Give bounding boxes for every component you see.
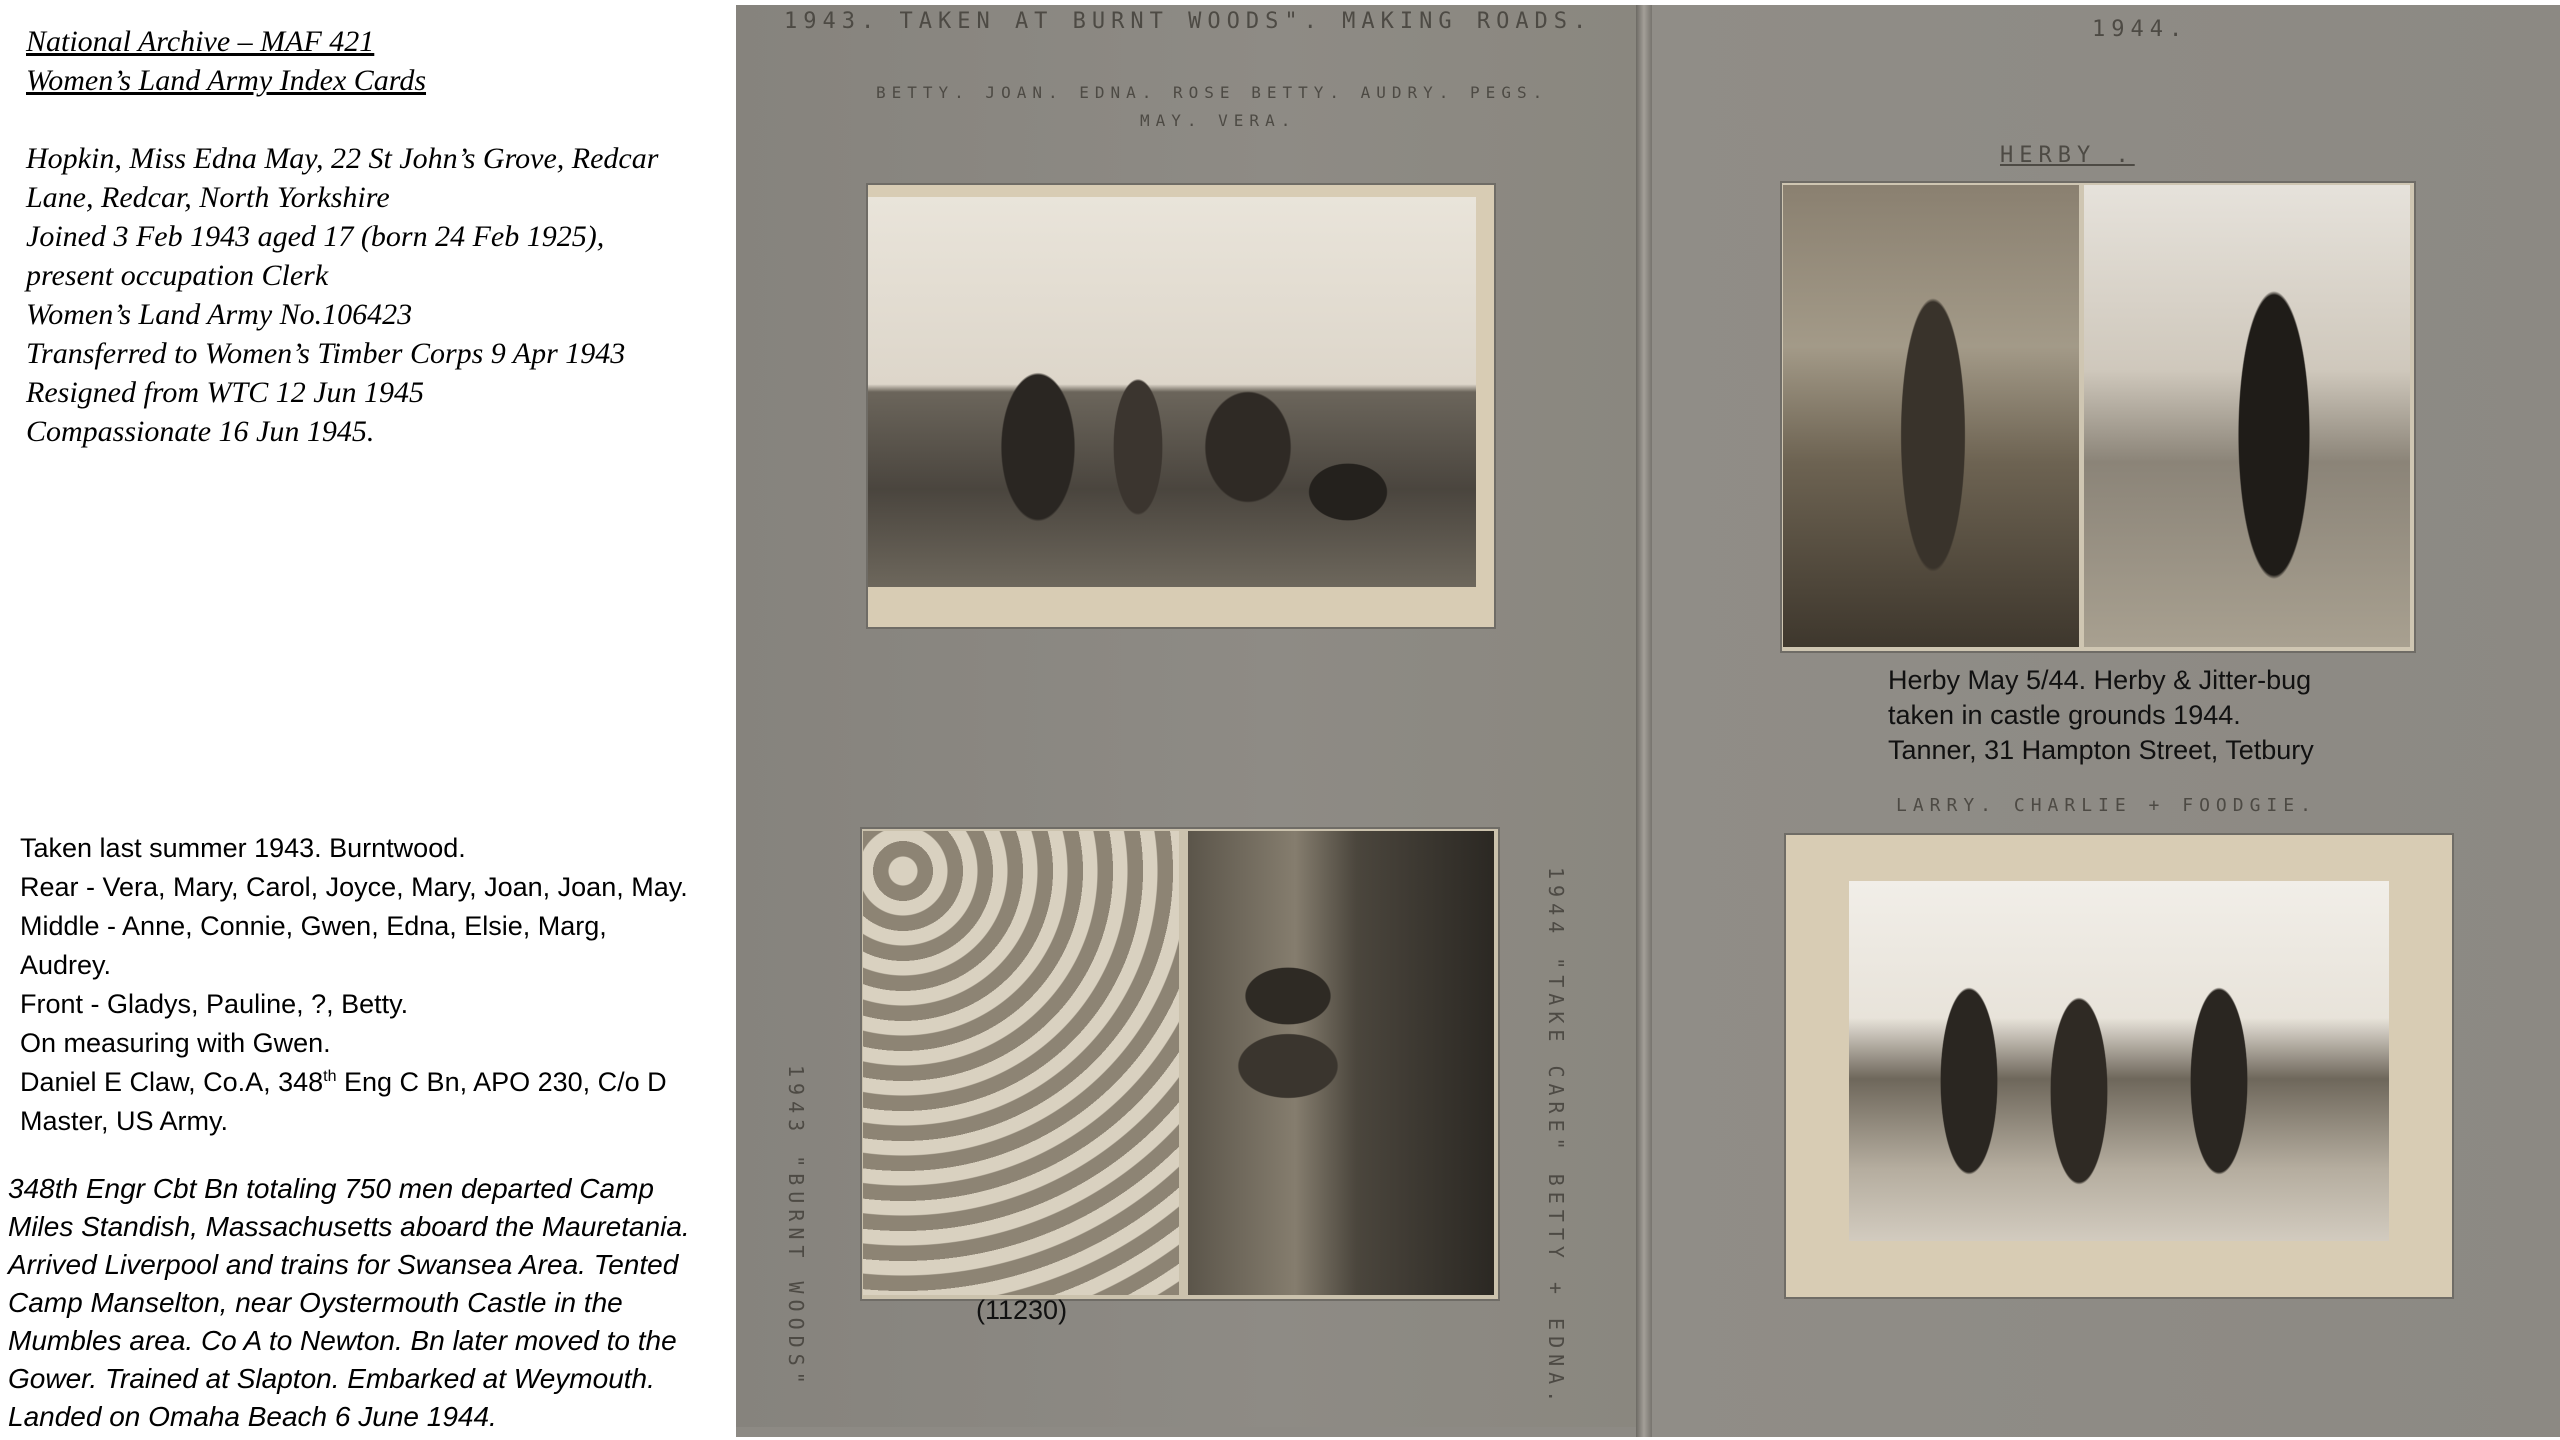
photo-album [736,5,2560,1437]
photo-reference: (11230) [976,1295,1068,1325]
handwriting-year-1944: 1944. [2092,17,2189,42]
archive-line: present occupation Clerk [26,259,329,292]
archive-line: Transferred to Women’s Timber Corps 9 Apr 1943 [26,337,626,370]
caption-address-line [20,1063,720,1102]
photo-burnt-woods [868,197,1476,587]
archive-line: Compassionate 16 Jun 1945. [26,415,375,448]
caption-line: Front - Gladys, Pauline, ?, Betty. [20,989,409,1019]
archive-heading-1: National Archive – MAF 421 [26,25,375,58]
handwriting-vertical-left: 1943 "BURNT WOODS" [784,1065,808,1390]
caption-line: Master, US Army. [20,1106,229,1136]
caption-line: Audrey. [20,950,112,980]
handwriting-herby: HERBY . [2000,143,2135,168]
note-line: Camp Manselton, near Oystermouth Castle in the [8,1287,623,1318]
caption-herby-line: taken in castle grounds 1944. [1888,700,2241,730]
album-spine [1636,5,1652,1437]
photo-three-men-bicycles [1849,881,2389,1241]
spacer [26,100,716,139]
caption-herby-line: Herby May 5/44. Herby & Jitter-bug [1888,665,2312,695]
handwriting-names: BETTY. JOAN. EDNA. ROSE BETTY. AUDRY. PEGS. [876,83,1549,102]
photo-betty-edna [1188,831,1494,1295]
caption-line: Taken last summer 1943. Burntwood. [20,833,466,863]
handwriting-larry: LARRY. CHARLIE + FOODGIE. [1896,795,2317,816]
archive-record [26,22,716,451]
address-pre: Daniel E Claw, Co.A, 348 [20,1067,324,1097]
archive-line: Resigned from WTC 12 Jun 1945 [26,376,425,409]
archive-line: Hopkin, Miss Edna May, 22 St John’s Grove, Redcar [26,142,659,175]
caption-1943 [20,829,720,1141]
handwriting-vertical-right: 1944 "TAKE CARE" BETTY + EDNA. [1544,867,1568,1409]
note-line: Miles Standish, Massachusetts aboard the Mauretania. [8,1211,690,1242]
address-sup: th [323,1068,337,1085]
photo-group-1943 [863,831,1179,1295]
address-post: Eng C Bn, APO 230, C/o D [336,1067,667,1097]
handwriting-names-2: MAY. VERA. [1140,111,1297,130]
note-line: Mumbles area. Co A to Newton. Bn later moved to the [8,1325,677,1356]
note-line: Gower. Trained at Slapton. Embarked at Weymouth. [8,1363,655,1394]
caption-line: On measuring with Gwen. [20,1028,331,1058]
handwriting-burnt-woods: 1943. TAKEN AT BURNT WOODS". MAKING ROADS. [784,9,1593,34]
photo-herby-left [1783,185,2079,647]
battalion-note [8,1170,728,1436]
archive-heading-2: Women’s Land Army Index Cards [26,64,427,97]
note-line: 348th Engr Cbt Bn totaling 750 men departed Camp [8,1173,654,1204]
note-line: Arrived Liverpool and trains for Swansea Area. Tented [8,1249,679,1280]
archive-line: Joined 3 Feb 1943 aged 17 (born 24 Feb 1925), [26,220,605,253]
caption-herby-line: Tanner, 31 Hampton Street, Tetbury [1888,735,2314,765]
archive-line: Women’s Land Army No.106423 [26,298,413,331]
archive-line: Lane, Redcar, North Yorkshire [26,181,390,214]
note-line: Landed on Omaha Beach 6 June 1944. [8,1401,497,1432]
caption-line: Rear - Vera, Mary, Carol, Joyce, Mary, Joan, Joan, May. [20,872,688,902]
caption-herby [1888,663,2314,768]
photo-herby-right [2084,185,2410,647]
caption-line: Middle - Anne, Connie, Gwen, Edna, Elsie, Marg, [20,911,607,941]
